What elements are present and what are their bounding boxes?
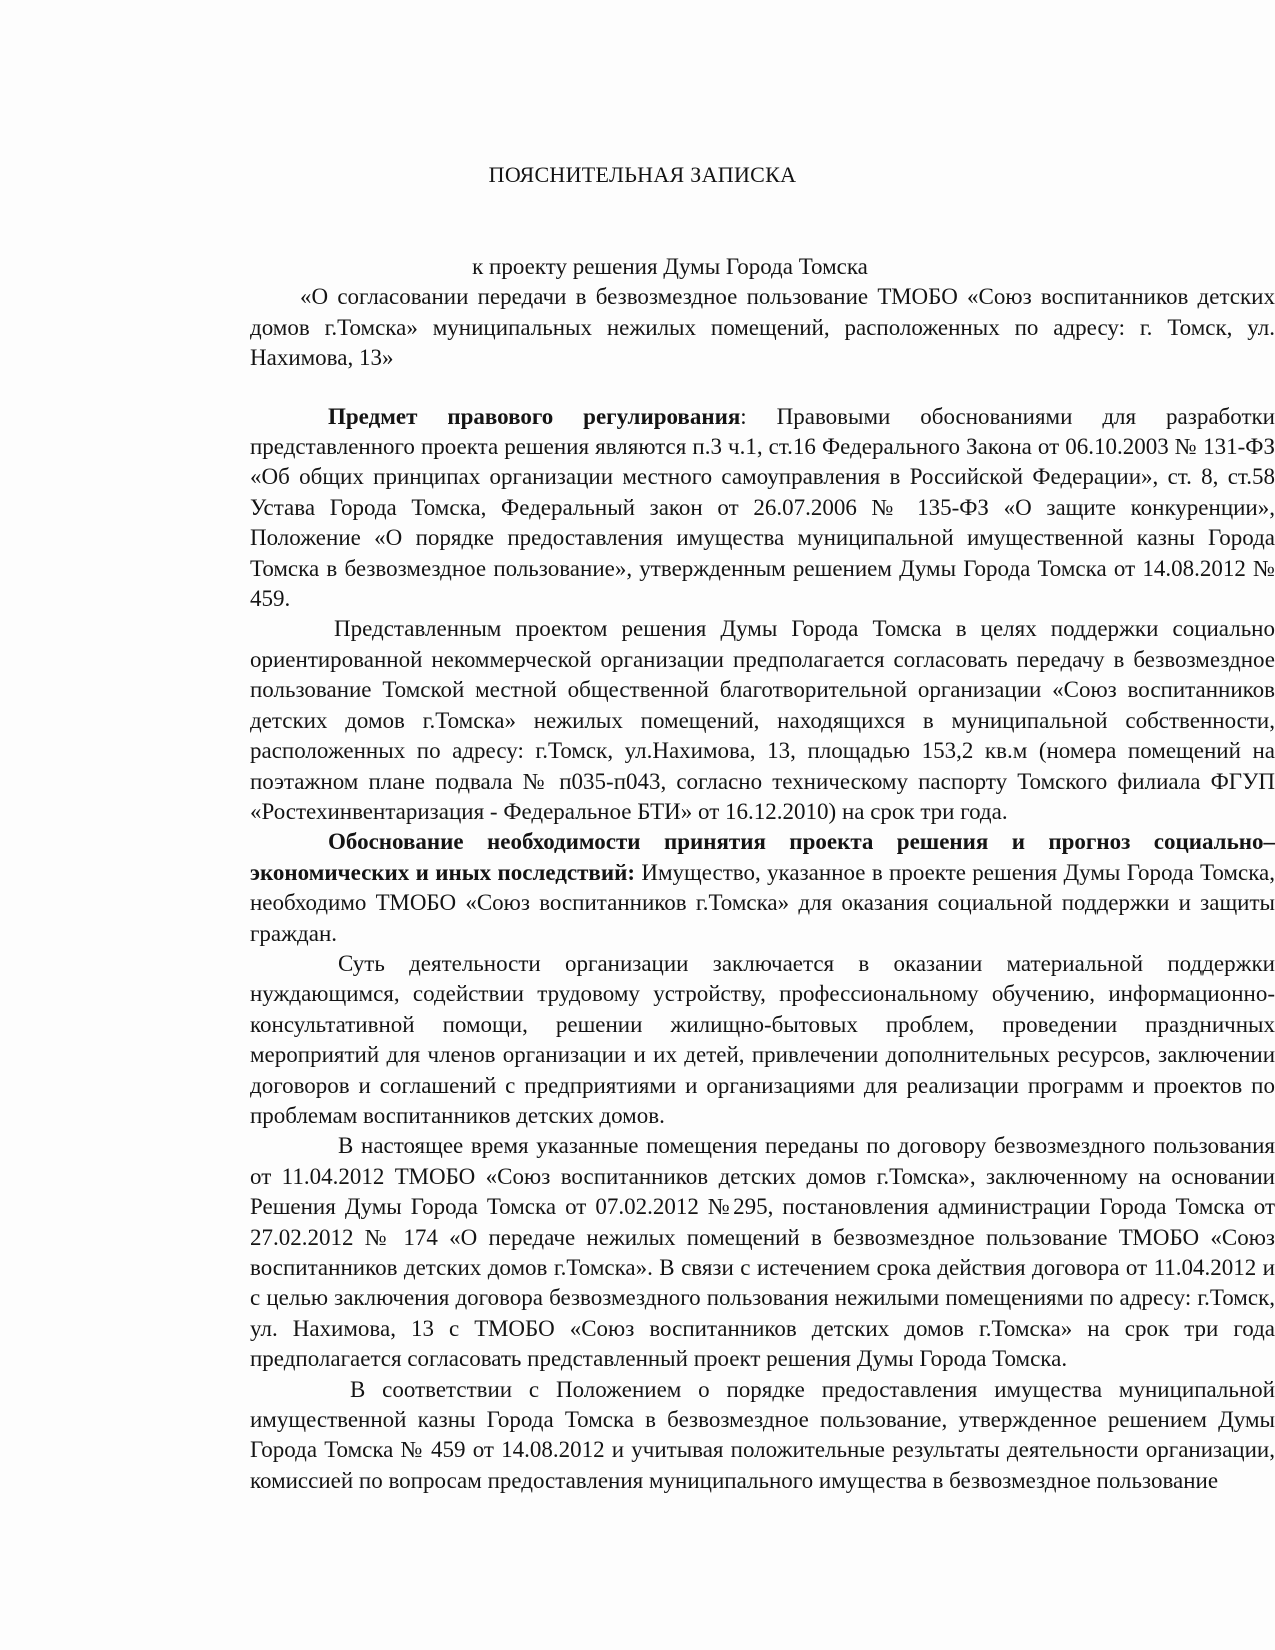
subject-paragraph: «О согласовании передачи в безвозмездное пользование ТМОБО «Союз воспитанников детских домов г.Томска» муниципальных нежилых помещений, расположенных по адресу: г. Томск, ул. Нахимова, 13» xyxy=(250,284,1275,371)
paragraph-accordance: В соответствии с Положением о порядке предоставления имущества муниципальной имущественной казны Города Томска в безвозмездное пользование, утвержденное решением Думы Города Томска № 459 от 14.08.2012 и учитывая положительные результаты деятельности организации, комиссией по вопросам предоставления муниципального имущества в безвозмездное пользование xyxy=(250,1376,1275,1493)
document-title: ПОЯСНИТЕЛЬНАЯ ЗАПИСКА xyxy=(488,162,797,187)
paragraph-legal-basis xyxy=(250,402,1275,615)
subtitle-line: к проекту решения Думы Города Томска xyxy=(472,254,868,279)
justification-text: Имущество, указанное в проекте решения Думы Города Томска, необходимо ТМОБО «Союз воспитанников г.Томска» для оказания социальной поддержки и защиты граждан. xyxy=(250,859,1275,946)
paragraph-justification xyxy=(250,827,1275,949)
paragraph-proposal: Представленным проектом решения Думы Города Томска в целях поддержки социально ориентированной некоммерческой организации предполагается согласовать передачу в безвозмездное пользование Томской местной общественной благотворительной организации «Союз воспитанников детских домов г.Томска» нежилых помещений, находящихся в муниципальной собственности, расположенных по адресу: г.Томск, ул.Нахимова, 13, площадью 153,2 кв.м (номера помещений на поэтажном плане подвала № п035-п043, согласно техническому паспорту Томского филиала ФГУП «Ростехинвентаризация - Федеральное БТИ» от 16.12.2010) на срок три года. xyxy=(250,616,1275,824)
document-body xyxy=(250,252,1275,1496)
spacer xyxy=(250,374,1275,402)
paragraph-activity: Суть деятельности организации заключается в оказании материальной поддержки нуждающимся, содействии трудовому устройству, профессиональному обучению, информационно-консультативной помощи, решении жилищно-бытовых проблем, проведении праздничных мероприятий для членов организации и их детей, привлечении дополнительных ресурсов, заключении договоров и соглашений с предприятиями и организациями для реализации программ и проектов по проблемам воспитанников детских домов. xyxy=(250,950,1275,1128)
legal-basis-text: : Правовыми обоснованиями для разработки представленного проекта решения являются п.3 ч.1, ст.16 Федерального Закона от 06.10.2003 № 131-ФЗ «Об общих принципах организации местного самоуправления в Российской Федерации», ст. 8, ст.58 Устава Города Томска, Федеральный закон от 26.07.2006 № 135-ФЗ «О защите конкуренции», Положение «О порядке предоставления имущества муниципальной имущественной казны Города Томска в безвозмездное пользование», утвержденным решением Думы Города Томска от 14.08.2012 № 459. xyxy=(250,403,1275,612)
paragraph-current-status: В настоящее время указанные помещения переданы по договору безвозмездного пользования от 11.04.2012 ТМОБО «Союз воспитанников детских домов г.Томска», заключенному на основании Решения Думы Города Томска от 07.02.2012 №295, постановления администрации Города Томска от 27.02.2012 № 174 «О передаче нежилых помещений в безвозмездное пользование ТМОБО «Союз воспитанников детских домов г.Томска». В связи с истечением срока действия договора от 11.04.2012 и с целью заключения договора безвозмездного пользования нежилыми помещениями по адресу: г.Томск, ул. Нахимова, 13 с ТМОБО «Союз воспитанников детских домов г.Томска» на срок три года предполагается согласовать представленный проект решения Думы Города Томска. xyxy=(250,1133,1275,1372)
justification-heading: Обоснование необходимости принятия проекта решения и прогноз социально–экономических и иных последствий: xyxy=(250,829,1275,885)
legal-basis-heading: Предмет правового регулирования xyxy=(328,403,741,429)
